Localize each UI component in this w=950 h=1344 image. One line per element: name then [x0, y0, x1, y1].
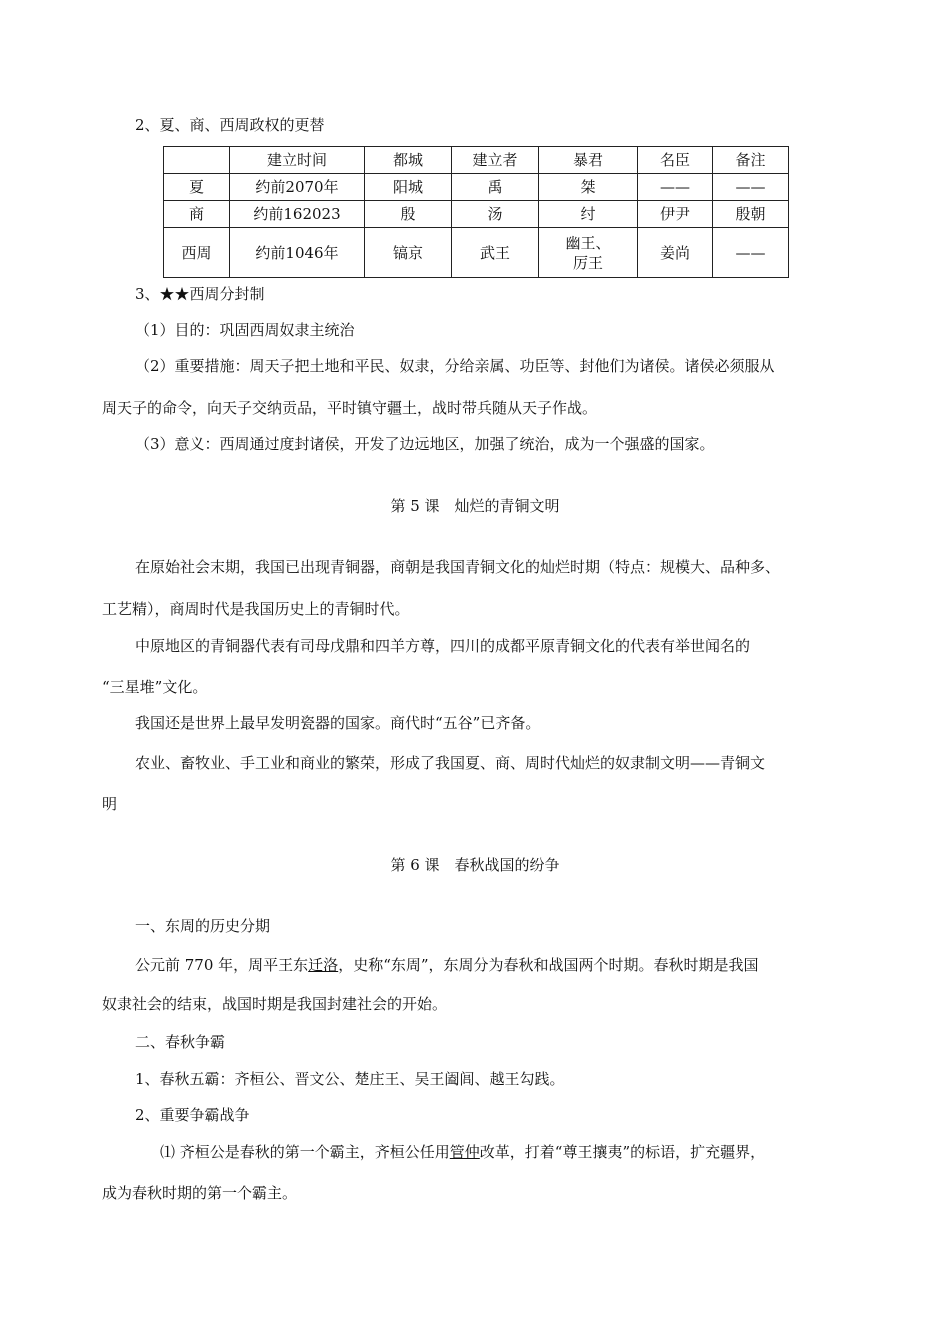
table-cell: 西周	[164, 228, 230, 278]
table-cell: 桀	[539, 174, 638, 201]
lesson-5-title: 第 5 课 灿烂的青铜文明	[390, 497, 560, 515]
table-header-cell	[164, 147, 230, 174]
table-cell: ——	[713, 174, 789, 201]
table-cell: ——	[713, 228, 789, 278]
paragraph: 工艺精），商周时代是我国历史上的青铜时代。	[102, 600, 410, 618]
table-cell: 镐京	[365, 228, 452, 278]
table-cell: 禹	[452, 174, 539, 201]
table-cell: 商	[164, 201, 230, 228]
paragraph: 明	[102, 795, 118, 813]
table-row	[164, 201, 789, 228]
text-run: 改革，打着“尊王攘夷”的标语，扩充疆界，	[479, 1143, 766, 1161]
table-cell: 阳城	[365, 174, 452, 201]
paragraph	[160, 1142, 765, 1162]
paragraph	[135, 955, 759, 975]
table-header-cell: 名臣	[638, 147, 713, 174]
text-run: 公元前 770 年，周平王东	[135, 956, 309, 974]
section-heading-dongzhou: 一、东周的历史分期	[135, 917, 271, 935]
table-header-cell: 建立者	[452, 147, 539, 174]
underlined-term: 迁洛	[308, 956, 339, 974]
table-header-cell: 备注	[713, 147, 789, 174]
paragraph: （1）目的：巩固西周奴隶主统治	[135, 321, 355, 339]
underlined-term: 管仲	[449, 1143, 480, 1161]
table-row	[164, 174, 789, 201]
table-cell: 汤	[452, 201, 539, 228]
text-run: ，史称“东周”，东周分为春秋和战国两个时期。春秋时期是我国	[338, 956, 759, 974]
paragraph: “三星堆”文化。	[102, 678, 208, 696]
section-heading-fengjian: 3、★★西周分封制	[135, 285, 265, 303]
table-header-cell: 都城	[365, 147, 452, 174]
table-cell: 武王	[452, 228, 539, 278]
text-run: ⑴ 齐桓公是春秋的第一个霸主，齐桓公任用	[160, 1143, 450, 1161]
lesson-6-title: 第 6 课 春秋战国的纷争	[390, 856, 560, 874]
paragraph: 奴隶社会的结束，战国时期是我国封建社会的开始。	[102, 995, 448, 1013]
table-cell: 约前2070年	[230, 174, 365, 201]
table-cell: 夏	[164, 174, 230, 201]
table-cell: ——	[638, 174, 713, 201]
table-header-row	[164, 147, 789, 174]
table-row	[164, 228, 789, 278]
paragraph: （2）重要措施：周天子把土地和平民、奴隶，分给亲属、功臣等、封他们为诸侯。诸侯必须服从	[135, 357, 775, 375]
table-cell: 伊尹	[638, 201, 713, 228]
list-item: 1、春秋五霸：齐桓公、晋文公、楚庄王、吴王阖闾、越王勾践。	[135, 1070, 565, 1088]
table-cell: 殷	[365, 201, 452, 228]
paragraph: （3）意义：西周通过度封诸侯，开发了边远地区，加强了统治，成为一个强盛的国家。	[135, 435, 715, 453]
table-cell: 约前162023	[230, 201, 365, 228]
paragraph: 农业、畜牧业、手工业和商业的繁荣，形成了我国夏、商、周时代灿烂的奴隶制文明——青铜文	[135, 754, 766, 772]
table-cell: 纣	[539, 201, 638, 228]
dynasty-table	[163, 146, 789, 278]
paragraph: 成为春秋时期的第一个霸主。	[102, 1184, 298, 1202]
section-heading-regime-change: 2、夏、商、西周政权的更替	[135, 116, 325, 134]
table-header-cell: 建立时间	[230, 147, 365, 174]
paragraph: 中原地区的青铜器代表有司母戊鼎和四羊方尊，四川的成都平原青铜文化的代表有举世闻名的	[135, 637, 751, 655]
paragraph: 在原始社会末期，我国已出现青铜器，商朝是我国青铜文化的灿烂时期（特点：规模大、品种多、	[135, 558, 781, 576]
list-item: 2、重要争霸战争	[135, 1106, 250, 1124]
table-cell: 幽王、厉王	[539, 228, 638, 278]
table-cell: 约前1046年	[230, 228, 365, 278]
table-cell: 殷朝	[713, 201, 789, 228]
table-header-cell: 暴君	[539, 147, 638, 174]
paragraph: 周天子的命令，向天子交纳贡品，平时镇守疆土，战时带兵随从天子作战。	[102, 399, 598, 417]
paragraph: 我国还是世界上最早发明瓷器的国家。商代时“五谷”已齐备。	[135, 714, 541, 732]
table-cell: 姜尚	[638, 228, 713, 278]
section-heading-chunqiu: 二、春秋争霸	[135, 1033, 226, 1051]
